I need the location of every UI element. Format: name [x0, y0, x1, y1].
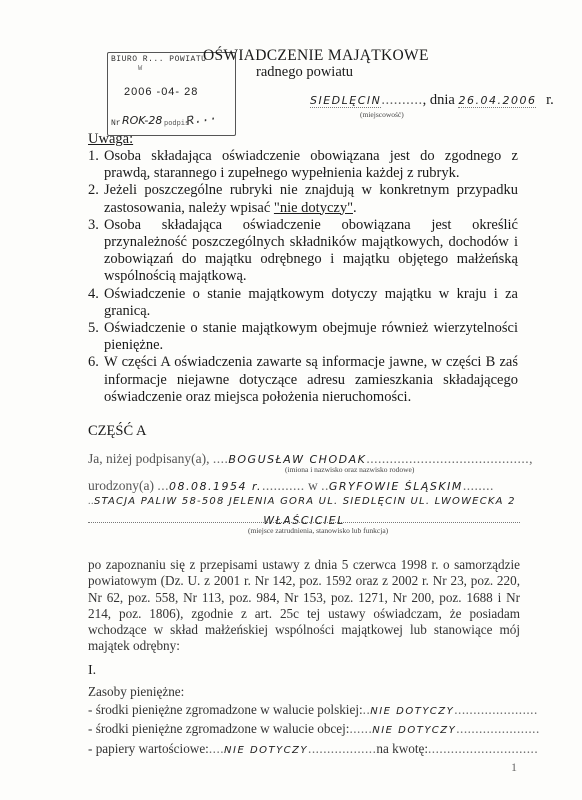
asset-value: NIE DOTYCZY [370, 705, 455, 717]
note-number: 5. [88, 320, 99, 337]
place-date-line [310, 92, 554, 109]
employment-line [88, 496, 520, 507]
part-a-heading: CZĘŚĆ A [88, 423, 147, 439]
notes-list [88, 148, 518, 406]
note-number: 1. [88, 148, 99, 164]
dots-filler: .........................................., [366, 451, 533, 466]
dots-filler: ........... [261, 478, 305, 493]
born-line [88, 478, 494, 494]
page-number: 1 [511, 760, 517, 774]
document-subtitle: radnego powiatu [256, 64, 354, 80]
place-value: SIEDLĘCIN [310, 94, 382, 107]
asset-row: - środki pieniężne zgromadzone w walucie obcej:......NIE DOTYCZY...................... [88, 721, 540, 736]
note-item [88, 182, 518, 216]
section-1-title: Zasoby pieniężne: [88, 684, 185, 699]
stamp-signature-label: podpis [164, 120, 190, 128]
stamp-date: 2006 -04- 28 [124, 86, 199, 98]
asset-value: NIE DOTYCZY [224, 744, 309, 756]
dots-filler: .. [88, 496, 94, 507]
employment-value: STACJA PALIW 58-508 JELENIA GÓRA UL. SIEDLĘCIN UL. LWÓWECKA 2 [94, 496, 516, 507]
note-item [88, 320, 518, 354]
note-number: 2. [88, 182, 99, 199]
dots-filler: .... [212, 451, 229, 466]
note-text-end: . [353, 199, 357, 216]
born-label: urodzony(a) [88, 478, 154, 493]
name-caption: (imiona i nazwisko oraz nazwisko rodowe) [285, 465, 415, 474]
employment-dotted-rule [88, 516, 520, 523]
stamp-nr-label: Nr [111, 119, 121, 128]
note-number: 3. [88, 216, 99, 233]
note-number: 4. [88, 285, 99, 302]
dots-filler: ... [157, 478, 169, 493]
declaration-paragraph: po zapoznaniu się z przepisami ustawy z dnia 5 czerwca 1998 r. o samorządzie powiatowym (Dz. U. z 2001 r. Nr 142, poz. 1592 oraz z 2002 r. Nr 23, poz. 220, Nr 62, poz. 558, Nr 113, poz. 984, Nr 153, poz. 1271, Nr 200, poz. 1688 i Nr 214, poz. 1806), zgodnie z art. 25c tej ustawy oświadczam, że posiadam wchodzące w skład małżeńskiej wspólności majątkowej lub stanowiące mój majątek odrębny: [88, 557, 520, 654]
birth-place: GRYFOWIE ŚLĄSKIM [328, 480, 463, 493]
note-item [88, 354, 518, 406]
note-text: Jeżeli poszczególne rubryki nie znajdują w konkretnym przypadku zastosowania, należy wpisać [104, 182, 518, 216]
asset-row: - środki pieniężne zgromadzone w walucie polskiej:..NIE DOTYCZY...................... [88, 701, 538, 717]
dots-filler: ........ [462, 478, 494, 493]
date-label: , dnia [422, 92, 455, 108]
asset-value: NIE DOTYCZY [372, 725, 457, 736]
place-caption: (miejscowość) [360, 110, 404, 119]
document-title: OŚWIADCZENIE MAJĄTKOWE [203, 47, 429, 64]
note-text: Oświadczenie o stanie majątkowym obejmuje również wierzytelności pieniężne. [104, 320, 518, 354]
date-suffix: r. [546, 92, 554, 108]
stamp-signature: R... [184, 107, 219, 130]
note-text: Osoba składająca oświadczenie obowiązana jest do zgodnego z prawdą, starannego i zupełnego wypełnienia każdej z rubryk. [104, 148, 518, 182]
born-in-label: w [307, 478, 318, 493]
section-1-heading: I. [88, 663, 97, 678]
asset-label: - środki pieniężne zgromadzone w walucie obcej: [88, 721, 350, 736]
note-text: Oświadczenie o stanie majątkowym dotyczy majątku w kraju i za granicą. [104, 285, 518, 319]
note-item [88, 217, 518, 286]
note-emphasis: "nie dotyczy" [273, 199, 353, 216]
asset-extra-label: na kwotę: [376, 740, 428, 756]
notes-heading: Uwaga: [88, 131, 134, 147]
signed-label: Ja, niżej podpisany(a), [88, 451, 210, 466]
place-dots: .......... [381, 92, 423, 108]
asset-label: - środki pieniężne zgromadzone w walucie polskiej: [88, 701, 363, 717]
dots-filler: .. [321, 478, 329, 493]
section-1-body [88, 683, 540, 759]
note-item [88, 148, 518, 182]
note-number: 6. [88, 354, 99, 371]
asset-label: - papiery wartościowe: [88, 740, 209, 756]
position-value: WŁAŚCICIEL [263, 514, 345, 527]
date-value: 26.04.2006 [458, 94, 537, 107]
stamp-nr-value: ROK-28 [122, 114, 163, 127]
asset-row: - papiery wartościowe:....NIE DOTYCZY..................na kwotę:............................. [88, 740, 539, 756]
note-text: Osoba składająca oświadczenie obowiązana jest określić przynależność poszczególnych składników majątkowych, dochodów i zobowiązań do majątku odrębnego i majątku objętego małżeńską wspólnością majątkową. [104, 216, 518, 285]
stamp-line2: W [138, 65, 143, 73]
note-item [88, 286, 518, 320]
note-text: W części A oświadczenia zawarte są informacje jawne, w części B zaś informacje niejawne dotyczące adresu zamieszkania składającego oświadczenie oraz miejsca położenia nieruchomości. [104, 354, 518, 405]
employment-caption: (miejsce zatrudnienia, stanowisko lub funkcja) [248, 526, 389, 535]
birth-date: 08.08.1954 r. [168, 480, 262, 493]
declarant-name: BOGUSŁAW CHODAK [228, 453, 367, 466]
stamp-office: BIURO R... POWIATU [111, 55, 207, 64]
